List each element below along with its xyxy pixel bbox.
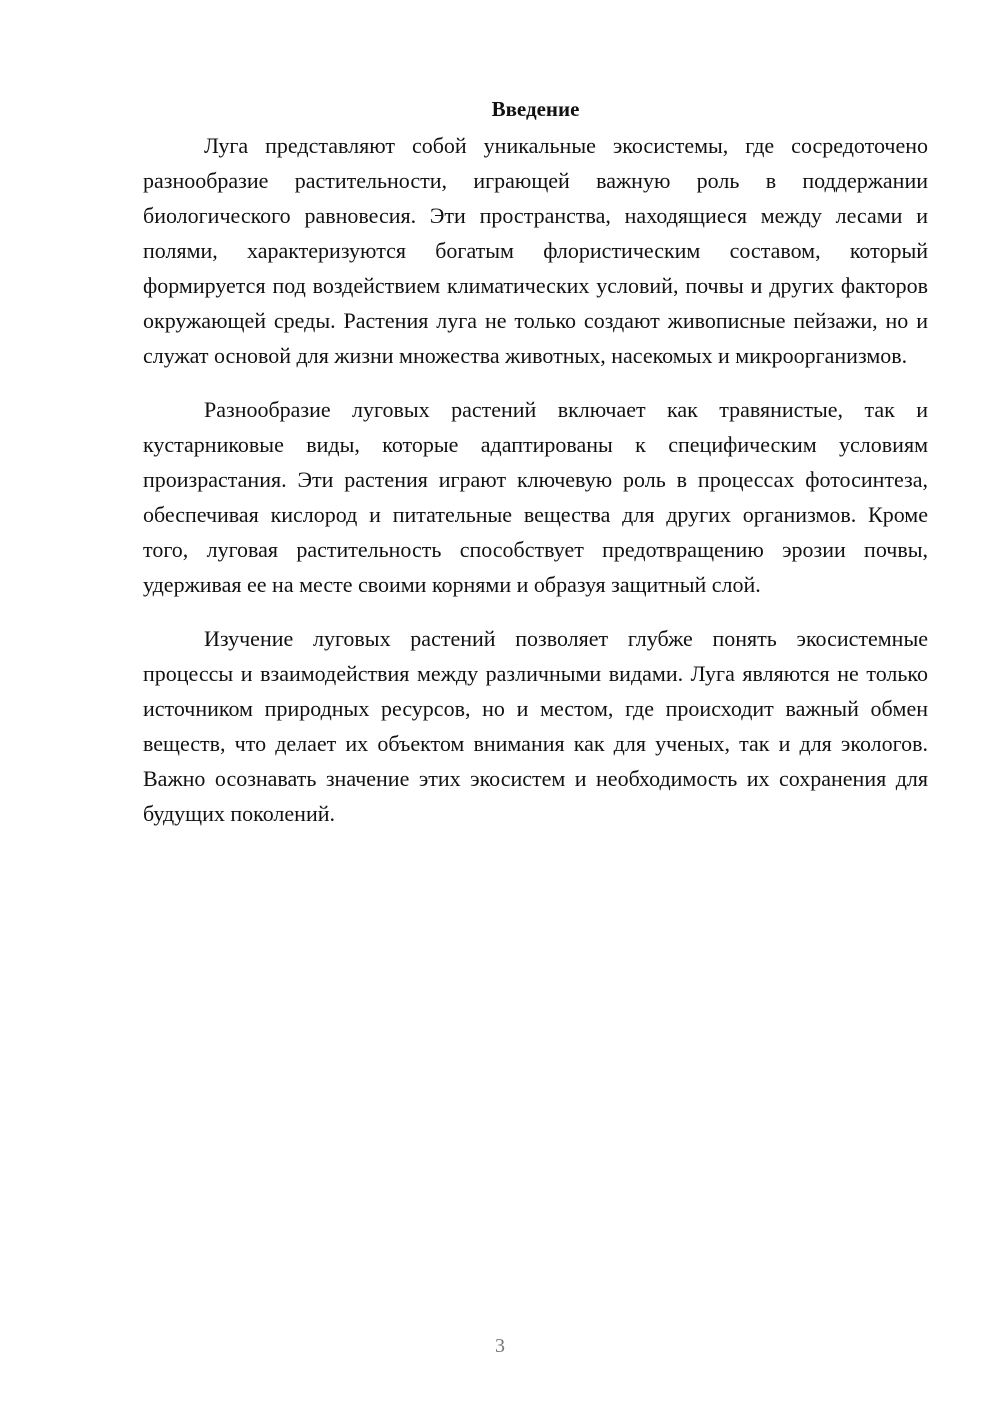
page-number: 3 <box>495 1335 505 1357</box>
page-content <box>143 92 928 850</box>
section-title: Введение <box>491 97 580 121</box>
paragraph-1: Луга представляют собой уникальные экосистемы, где сосредоточено разнообразие растительности, играющей важную роль в поддержании биологического равновесия. Эти пространства, находящиеся между лесами и полями, характеризуются богатым флористическим составом, который формируется под воздействием климатических условий, почвы и других факторов окружающей среды. Растения луга не только создают живописные пейзажи, но и служат основой для жизни множества животных, насекомых и микроорганизмов. <box>143 133 928 368</box>
paragraph-2: Разнообразие луговых растений включает как травянистые, так и кустарниковые виды, которые адаптированы к специфическим условиям произрастания. Эти растения играют ключевую роль в процессах фотосинтеза, обеспечивая кислород и питательные вещества для других организмов. Кроме того, луговая растительность способствует предотвращению эрозии почвы, удерживая ее на месте своими корнями и образуя защитный слой. <box>143 397 928 597</box>
paragraph-3: Изучение луговых растений позволяет глубже понять экосистемные процессы и взаимодействия между различными видами. Луга являются не только источником природных ресурсов, но и местом, где происходит важный обмен веществ, что делает их объектом внимания как для ученых, так и для экологов. Важно осознавать значение этих экосистем и необходимость их сохранения для будущих поколений. <box>143 626 928 826</box>
